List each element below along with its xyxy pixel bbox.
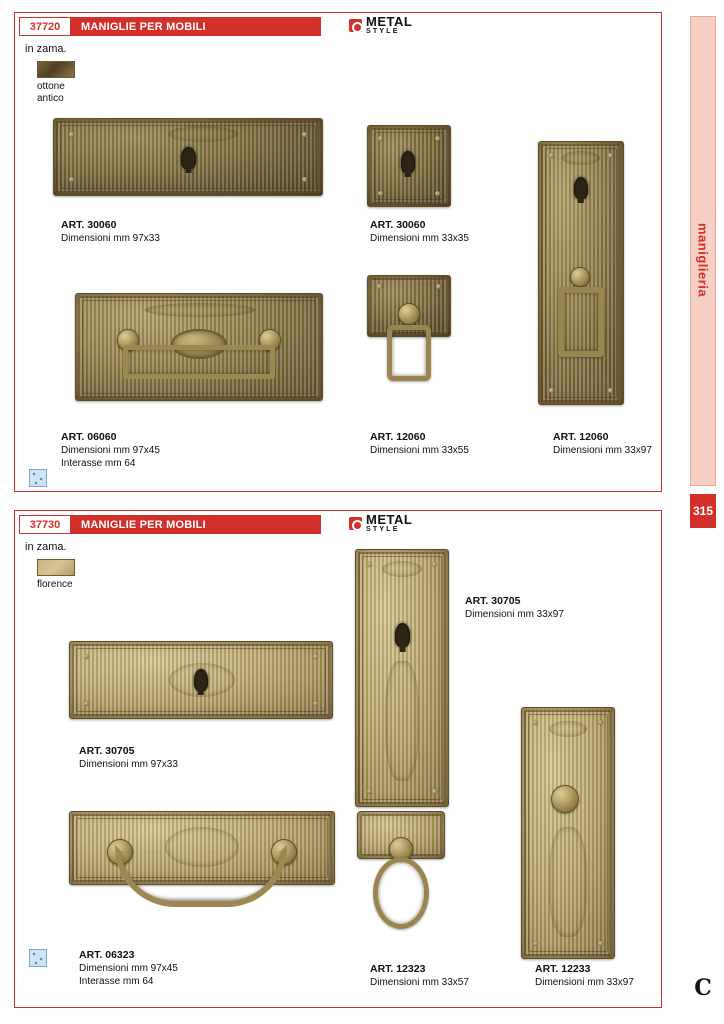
material-note: in zama.: [25, 43, 67, 55]
product-image-12233: [521, 707, 615, 959]
panel-header: [19, 512, 657, 534]
finish-label-line1: florence: [37, 579, 73, 590]
panel-title: MANIGLIE PER MOBILI: [71, 17, 321, 36]
product-image-30705-tall: [355, 549, 449, 807]
page-number: 315: [690, 494, 716, 528]
brand-sub: STYLE: [366, 28, 400, 35]
product-image-06323: [69, 811, 335, 923]
brand-sub: STYLE: [366, 526, 400, 533]
product-image-12060-tall: [538, 141, 624, 405]
panel-code: 37720: [19, 17, 71, 36]
finish-swatch: [37, 61, 75, 78]
publisher-logo: C: [694, 975, 712, 1001]
product-image-12323: [357, 811, 445, 939]
art-code: ART. 30060: [61, 219, 117, 231]
art-dim: Dimensioni mm 97x33: [61, 233, 160, 244]
art-code: ART. 12233: [535, 963, 591, 975]
brand-mark-icon: [349, 19, 362, 32]
brand-name: METAL: [366, 512, 413, 527]
section-label: maniglieria: [695, 222, 711, 298]
panel-header: [19, 14, 657, 36]
caption-30705-plate: [79, 745, 178, 771]
art-interasse: Interasse mm 64: [61, 458, 136, 469]
art-dim: Dimensioni mm 33x57: [370, 977, 469, 988]
art-code: ART. 30705: [79, 745, 135, 757]
panel-title: MANIGLIE PER MOBILI: [71, 515, 321, 534]
caption-12323: [370, 963, 469, 989]
brand-logo: [349, 15, 412, 35]
catalog-panel-37720: [14, 12, 662, 492]
art-dim: Dimensioni mm 33x97: [465, 609, 564, 620]
product-image-30060-plate: [53, 118, 323, 196]
brand-mark-icon: [349, 517, 362, 530]
caption-30060-square: [370, 219, 469, 245]
art-dim: Dimensioni mm 33x35: [370, 233, 469, 244]
decor-swatch-icon: [29, 469, 47, 487]
product-image-30060-square: [367, 125, 451, 207]
caption-30060-plate: [61, 219, 160, 245]
art-code: ART. 12060: [553, 431, 609, 443]
art-interasse: Interasse mm 64: [79, 976, 154, 987]
art-dim: Dimensioni mm 33x55: [370, 445, 469, 456]
finish-label-line2: antico: [37, 93, 64, 104]
art-code: ART. 12323: [370, 963, 426, 975]
product-image-12060-drop: [367, 275, 451, 407]
caption-06060: [61, 431, 160, 470]
material-note: in zama.: [25, 541, 67, 553]
caption-30705-tall: [465, 595, 564, 621]
panel-code: 37730: [19, 515, 71, 534]
finish-label-line1: ottone: [37, 81, 65, 92]
caption-06323: [79, 949, 178, 988]
caption-12060-tall: [553, 431, 652, 457]
art-dim: Dimensioni mm 97x33: [79, 759, 178, 770]
product-image-30705-plate: [69, 641, 333, 719]
decor-swatch-icon: [29, 949, 47, 967]
finish-swatch: [37, 559, 75, 576]
brand-name: METAL: [366, 14, 413, 29]
caption-12233: [535, 963, 634, 989]
art-dim: Dimensioni mm 33x97: [553, 445, 652, 456]
brand-logo: [349, 513, 412, 533]
caption-12060-drop: [370, 431, 469, 457]
art-dim: Dimensioni mm 33x97: [535, 977, 634, 988]
art-code: ART. 06060: [61, 431, 117, 443]
art-code: ART. 30705: [465, 595, 521, 607]
art-dim: Dimensioni mm 97x45: [79, 963, 178, 974]
right-rail: [682, 0, 724, 1024]
art-code: ART. 12060: [370, 431, 426, 443]
art-code: ART. 06323: [79, 949, 135, 961]
art-dim: Dimensioni mm 97x45: [61, 445, 160, 456]
product-image-06060: [75, 293, 323, 401]
art-code: ART. 30060: [370, 219, 426, 231]
catalog-panel-37730: [14, 510, 662, 1008]
